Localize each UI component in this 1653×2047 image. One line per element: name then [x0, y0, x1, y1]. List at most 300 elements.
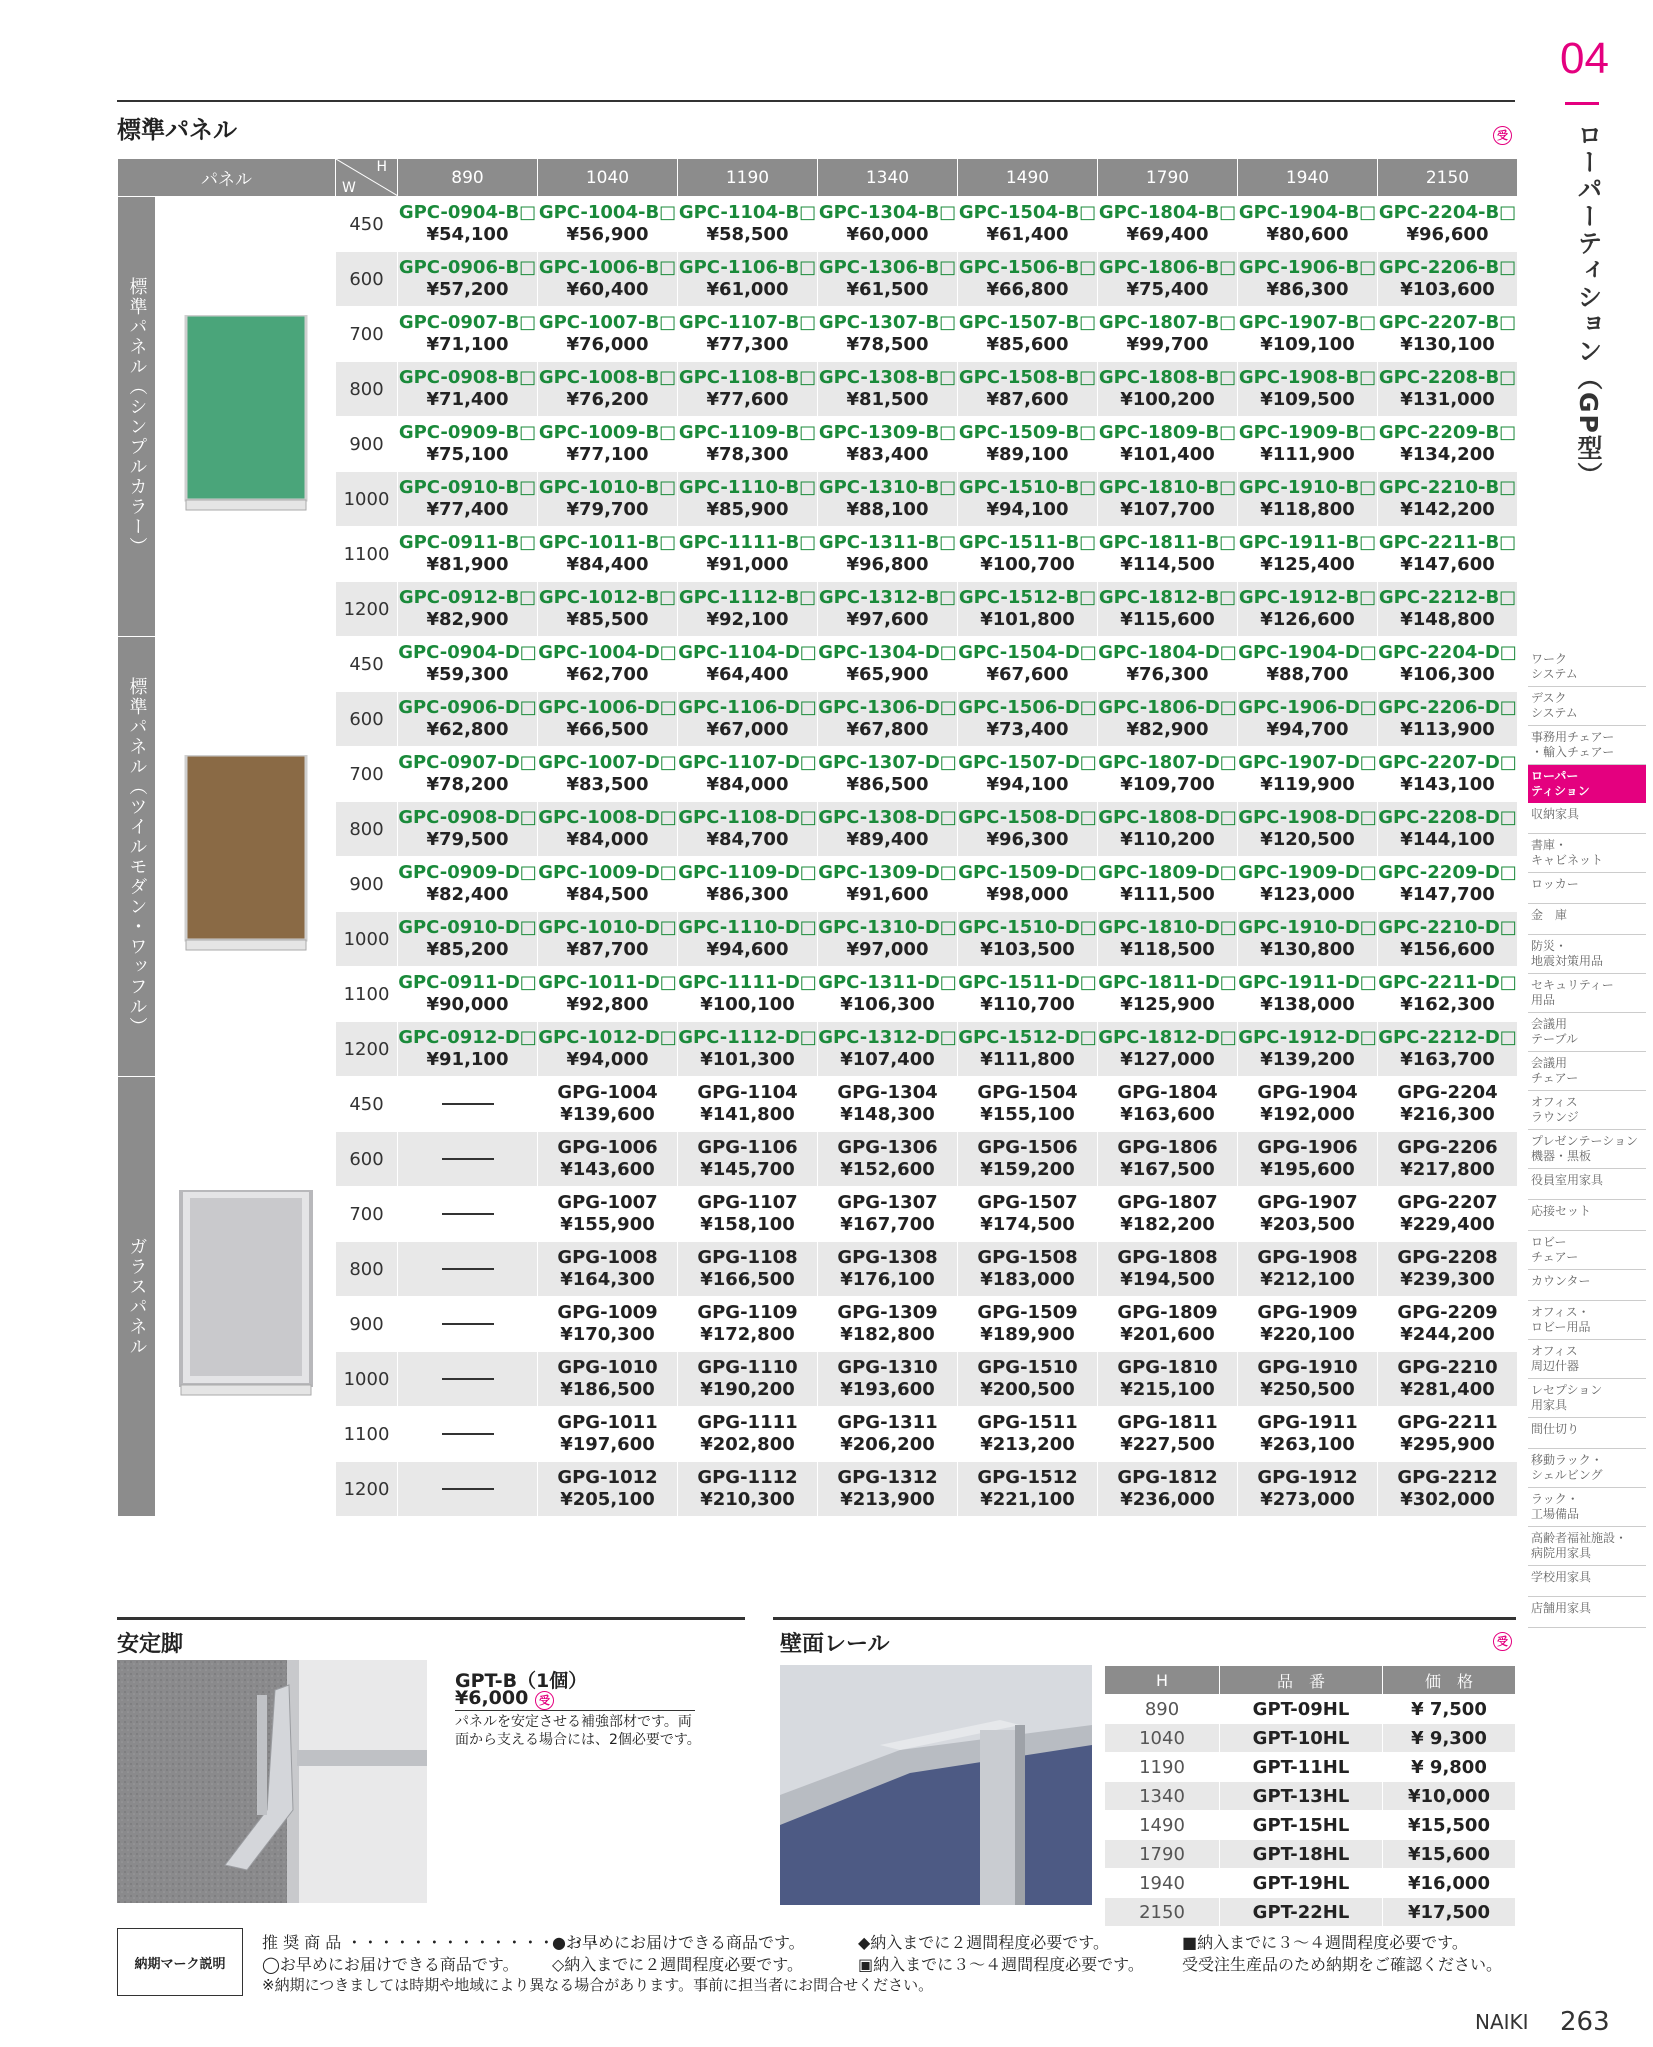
product-price: ¥82,400	[426, 884, 509, 905]
price-cell	[538, 1407, 678, 1462]
product-code: GPC-2212-D□	[1378, 1027, 1517, 1048]
price-cell	[1238, 472, 1378, 527]
price-cell	[1098, 1077, 1238, 1132]
product-code: GPC-2209-B□	[1378, 422, 1517, 443]
product-code: GPC-1506-B□	[958, 257, 1097, 278]
not-available-dash	[442, 1268, 494, 1270]
category-sidenav	[1528, 648, 1646, 1628]
price-cell	[1378, 252, 1518, 307]
product-code: GPC-1111-B□	[678, 532, 817, 553]
product-price: ¥60,400	[566, 279, 649, 300]
product-price: ¥88,700	[1266, 664, 1349, 685]
product-code: GPC-0907-B□	[398, 312, 537, 333]
price-cell	[1098, 1187, 1238, 1242]
price-cell	[1238, 1187, 1378, 1242]
product-price: ¥94,000	[566, 1049, 649, 1070]
sidenav-item[interactable]: 会議用 テーブル	[1528, 1013, 1646, 1052]
product-code: GPC-0904-B□	[398, 202, 537, 223]
price-cell	[678, 747, 818, 802]
price-cell	[398, 857, 538, 912]
sidenav-item[interactable]: デスク システム	[1528, 687, 1646, 726]
product-code: GPG-1809	[1117, 1302, 1218, 1323]
product-code: GPC-1904-D□	[1238, 642, 1377, 663]
product-price: ¥107,400	[840, 1049, 935, 1070]
product-code: GPG-2204	[1397, 1082, 1498, 1103]
product-price: ¥152,600	[840, 1159, 935, 1180]
price-cell	[398, 1352, 538, 1407]
product-price: ¥126,600	[1260, 609, 1355, 630]
rail-height: 1490	[1105, 1811, 1220, 1840]
product-price: ¥195,600	[1260, 1159, 1355, 1180]
product-price: ¥110,700	[980, 994, 1075, 1015]
product-price: ¥201,600	[1120, 1324, 1215, 1345]
product-code: GPC-1010-B□	[538, 477, 677, 498]
product-price: ¥67,600	[986, 664, 1069, 685]
product-code: GPC-1010-D□	[538, 917, 677, 938]
page-number: 263	[1560, 2007, 1610, 2037]
rail-row	[1105, 1811, 1516, 1840]
product-code: GPG-1506	[977, 1137, 1078, 1158]
product-code: GPC-2210-D□	[1378, 917, 1517, 938]
price-cell	[538, 1462, 678, 1517]
legend-item: ▣納入までに３～４週間程度必要です。	[858, 1955, 1144, 1974]
made-to-order-mark: 受	[535, 1691, 554, 1710]
product-code: GPC-1807-D□	[1098, 752, 1237, 773]
height-header: 1040	[538, 159, 678, 197]
product-price: ¥190,200	[700, 1379, 795, 1400]
product-price: ¥89,100	[986, 444, 1069, 465]
product-code: GPG-1807	[1117, 1192, 1218, 1213]
legend-item: ◯お早めにお届けできる商品です。	[262, 1955, 519, 1974]
sidenav-item[interactable]: 会議用 チェアー	[1528, 1052, 1646, 1091]
product-price: ¥79,700	[566, 499, 649, 520]
product-code: GPG-1812	[1117, 1467, 1218, 1488]
product-price: ¥61,500	[846, 279, 929, 300]
rail-height: 1790	[1105, 1840, 1220, 1869]
price-cell	[1378, 582, 1518, 637]
product-price: ¥62,700	[566, 664, 649, 685]
price-cell	[818, 1187, 958, 1242]
height-header: 1340	[818, 159, 958, 197]
price-cell	[958, 967, 1098, 1022]
product-code: GPG-1911	[1257, 1412, 1358, 1433]
stabilizer-code: GPT-B（1個）	[455, 1670, 588, 1692]
product-code: GPG-1009	[557, 1302, 658, 1323]
price-cell	[1098, 1297, 1238, 1352]
product-price: ¥197,600	[560, 1434, 655, 1455]
price-cell	[958, 197, 1098, 252]
price-cell	[1238, 747, 1378, 802]
sidenav-item[interactable]: ラック・ 工場備品	[1528, 1488, 1646, 1527]
product-price: ¥88,100	[846, 499, 929, 520]
price-cell	[678, 1407, 818, 1462]
price-cell	[1378, 857, 1518, 912]
product-code: GPC-1106-B□	[678, 257, 817, 278]
product-price: ¥80,600	[1266, 224, 1349, 245]
product-price: ¥81,900	[426, 554, 509, 575]
product-price: ¥221,100	[980, 1489, 1075, 1510]
product-price: ¥142,200	[1400, 499, 1495, 520]
height-header: 1190	[678, 159, 818, 197]
price-cell	[398, 417, 538, 472]
product-code: GPC-0907-D□	[398, 752, 537, 773]
rail-col-price: 価 格	[1383, 1666, 1516, 1695]
product-price: ¥96,300	[986, 829, 1069, 850]
rail-code: GPT-10HL	[1220, 1724, 1383, 1753]
price-cell	[958, 472, 1098, 527]
sidenav-item[interactable]: 学校用家具	[1528, 1566, 1646, 1597]
sidenav-item[interactable]: ロッカー	[1528, 873, 1646, 904]
product-code: GPG-2206	[1397, 1137, 1498, 1158]
price-cell	[1378, 472, 1518, 527]
sidenav-item[interactable]: 店舗用家具	[1528, 1597, 1646, 1628]
sidenav-item[interactable]: プレゼンテーション 機器・黒板	[1528, 1130, 1646, 1169]
header-row	[118, 159, 1518, 197]
sidenav-item[interactable]: 書庫・ キャビネット	[1528, 834, 1646, 873]
price-cell	[538, 747, 678, 802]
sidenav-item[interactable]: 間仕切り	[1528, 1418, 1646, 1449]
product-code: GPC-2208-B□	[1378, 367, 1517, 388]
price-cell	[958, 1132, 1098, 1187]
product-price: ¥144,100	[1400, 829, 1495, 850]
product-code: GPC-1109-D□	[678, 862, 817, 883]
price-cell	[1238, 1407, 1378, 1462]
product-price: ¥100,700	[980, 554, 1075, 575]
price-cell	[1238, 802, 1378, 857]
product-price: ¥78,200	[426, 774, 509, 795]
width-label: 900	[336, 857, 398, 912]
price-cell	[1378, 967, 1518, 1022]
width-label: 450	[336, 197, 398, 252]
product-price: ¥182,200	[1120, 1214, 1215, 1235]
product-price: ¥109,500	[1260, 389, 1355, 410]
product-code: GPC-2204-B□	[1378, 202, 1517, 223]
rail-photo	[780, 1665, 1092, 1905]
product-price: ¥213,900	[840, 1489, 935, 1510]
price-cell	[1098, 1022, 1238, 1077]
hw-header	[336, 159, 398, 197]
product-price: ¥202,800	[700, 1434, 795, 1455]
product-price: ¥91,600	[846, 884, 929, 905]
product-price: ¥109,700	[1120, 774, 1215, 795]
price-cell	[1378, 1022, 1518, 1077]
product-code: GPC-1309-B□	[818, 422, 957, 443]
product-price: ¥141,800	[700, 1104, 795, 1125]
sidenav-item[interactable]: カウンター	[1528, 1270, 1646, 1301]
sidenav-item[interactable]: オフィス 周辺什器	[1528, 1340, 1646, 1379]
product-code: GPG-1810	[1117, 1357, 1218, 1378]
product-price: ¥167,700	[840, 1214, 935, 1235]
price-cell	[1238, 197, 1378, 252]
price-cell	[1098, 967, 1238, 1022]
width-label: 1000	[336, 912, 398, 967]
price-cell	[818, 582, 958, 637]
product-price: ¥94,600	[706, 939, 789, 960]
product-price: ¥213,200	[980, 1434, 1075, 1455]
sidenav-item[interactable]: 役員室用家具	[1528, 1169, 1646, 1200]
height-header: 1490	[958, 159, 1098, 197]
price-cell	[958, 857, 1098, 912]
price-cell	[538, 802, 678, 857]
product-price: ¥94,100	[986, 499, 1069, 520]
product-price: ¥281,400	[1400, 1379, 1495, 1400]
product-code: GPC-0909-D□	[398, 862, 537, 883]
rail-code: GPT-11HL	[1220, 1753, 1383, 1782]
price-cell	[398, 802, 538, 857]
sidenav-item[interactable]: 移動ラック・ シェルビング	[1528, 1449, 1646, 1488]
product-code: GPC-0906-D□	[398, 697, 537, 718]
product-code: GPC-1510-D□	[958, 917, 1097, 938]
price-cell	[1238, 1022, 1378, 1077]
price-cell	[538, 307, 678, 362]
price-cell	[1238, 527, 1378, 582]
price-cell	[1378, 747, 1518, 802]
product-price: ¥148,300	[840, 1104, 935, 1125]
product-code: GPC-1504-B□	[958, 202, 1097, 223]
product-price: ¥118,800	[1260, 499, 1355, 520]
rail-height: 1040	[1105, 1724, 1220, 1753]
product-price: ¥83,500	[566, 774, 649, 795]
price-cell	[958, 307, 1098, 362]
price-cell	[1098, 527, 1238, 582]
product-code: GPC-2208-D□	[1378, 807, 1517, 828]
product-code: GPG-2211	[1397, 1412, 1498, 1433]
price-cell	[818, 637, 958, 692]
price-cell	[1098, 1407, 1238, 1462]
price-cell	[1378, 197, 1518, 252]
price-cell	[958, 1407, 1098, 1462]
product-price: ¥130,800	[1260, 939, 1355, 960]
rail-row	[1105, 1869, 1516, 1898]
product-code: GPC-1306-B□	[818, 257, 957, 278]
product-price: ¥111,900	[1260, 444, 1355, 465]
product-price: ¥67,000	[706, 719, 789, 740]
price-cell	[1098, 1352, 1238, 1407]
price-cell	[958, 912, 1098, 967]
product-price: ¥57,200	[426, 279, 509, 300]
product-code: GPG-2208	[1397, 1247, 1498, 1268]
product-price: ¥273,000	[1260, 1489, 1355, 1510]
product-code: GPC-1108-B□	[678, 367, 817, 388]
price-cell	[398, 582, 538, 637]
product-price: ¥66,800	[986, 279, 1069, 300]
product-price: ¥216,300	[1400, 1104, 1495, 1125]
product-price: ¥113,900	[1400, 719, 1495, 740]
price-cell	[1238, 1242, 1378, 1297]
product-price: ¥119,900	[1260, 774, 1355, 795]
product-code: GPC-1008-D□	[538, 807, 677, 828]
price-cell	[1378, 912, 1518, 967]
product-code: GPG-2209	[1397, 1302, 1498, 1323]
product-price: ¥194,500	[1120, 1269, 1215, 1290]
product-code: GPC-0911-D□	[398, 972, 537, 993]
price-cell	[678, 417, 818, 472]
price-cell	[958, 1022, 1098, 1077]
price-cell	[1098, 252, 1238, 307]
product-price: ¥162,300	[1400, 994, 1495, 1015]
product-code: GPG-1509	[977, 1302, 1078, 1323]
sidenav-item[interactable]: セキュリティー 用品	[1528, 974, 1646, 1013]
sidenav-item[interactable]: 事務用チェアー ・輸入チェアー	[1528, 726, 1646, 765]
price-cell	[398, 1297, 538, 1352]
product-code: GPC-1806-D□	[1098, 697, 1237, 718]
product-price: ¥90,000	[426, 994, 509, 1015]
product-code: GPC-1907-D□	[1238, 752, 1377, 773]
rail-row	[1105, 1724, 1516, 1753]
sidenav-item[interactable]: レセプション 用家具	[1528, 1379, 1646, 1418]
sidenav-item[interactable]: オフィス ラウンジ	[1528, 1091, 1646, 1130]
product-price: ¥250,500	[1260, 1379, 1355, 1400]
product-code: GPC-1011-B□	[538, 532, 677, 553]
not-available-dash	[442, 1158, 494, 1160]
sidenav-item[interactable]: オフィス・ ロビー用品	[1528, 1301, 1646, 1340]
price-cell	[958, 417, 1098, 472]
product-code: GPC-1110-B□	[678, 477, 817, 498]
sidenav-item[interactable]: 金 庫	[1528, 904, 1646, 935]
rail-code: GPT-09HL	[1220, 1695, 1383, 1724]
price-cell	[1098, 582, 1238, 637]
product-code: GPC-1908-D□	[1238, 807, 1377, 828]
price-cell	[818, 1077, 958, 1132]
product-price: ¥77,300	[706, 334, 789, 355]
rail-code: GPT-13HL	[1220, 1782, 1383, 1811]
width-label: 1200	[336, 1022, 398, 1077]
product-price: ¥61,000	[706, 279, 789, 300]
product-code: GPC-1808-B□	[1098, 367, 1237, 388]
price-cell	[1378, 1187, 1518, 1242]
sidenav-item[interactable]: 防災・ 地震対策用品	[1528, 935, 1646, 974]
chapter-number: 04	[1560, 34, 1609, 83]
rail-row	[1105, 1840, 1516, 1869]
product-price: ¥156,600	[1400, 939, 1495, 960]
price-table	[117, 158, 1518, 1517]
price-cell	[398, 1132, 538, 1187]
price-cell	[1238, 1462, 1378, 1517]
product-price: ¥77,600	[706, 389, 789, 410]
product-price: ¥186,500	[560, 1379, 655, 1400]
price-cell	[678, 1022, 818, 1077]
price-cell	[538, 692, 678, 747]
product-code: GPG-1310	[837, 1357, 938, 1378]
brand-name: NAIKI	[1475, 2010, 1529, 2034]
sidenav-item[interactable]: ワーク システム	[1528, 648, 1646, 687]
price-cell	[398, 637, 538, 692]
price-cell	[678, 1297, 818, 1352]
product-code: GPC-0909-B□	[398, 422, 537, 443]
product-code: GPC-1911-B□	[1238, 532, 1377, 553]
product-price: ¥193,600	[840, 1379, 935, 1400]
product-code: GPC-0908-B□	[398, 367, 537, 388]
product-price: ¥203,500	[1260, 1214, 1355, 1235]
width-label: 1200	[336, 1462, 398, 1517]
product-price: ¥56,900	[566, 224, 649, 245]
price-cell	[1378, 362, 1518, 417]
product-code: GPC-1112-B□	[678, 587, 817, 608]
sidenav-item[interactable]: ローパー ティション	[1528, 765, 1646, 803]
category-label: 標準パネル（ツイルモダン・ワッフル）	[118, 637, 156, 1077]
sidenav-item[interactable]: ロビー チェアー	[1528, 1231, 1646, 1270]
product-price: ¥59,300	[426, 664, 509, 685]
product-code: GPG-1106	[697, 1137, 798, 1158]
rail-price: ¥16,000	[1383, 1869, 1516, 1898]
price-cell	[1378, 1462, 1518, 1517]
product-code: GPC-2211-D□	[1378, 972, 1517, 993]
price-cell	[1378, 1077, 1518, 1132]
rail-col-code: 品 番	[1220, 1666, 1383, 1695]
price-cell	[1238, 252, 1378, 307]
price-cell	[818, 1132, 958, 1187]
price-cell	[538, 1352, 678, 1407]
price-cell	[1098, 692, 1238, 747]
rail-rule	[773, 1617, 1516, 1620]
product-price: ¥81,500	[846, 389, 929, 410]
width-label: 1000	[336, 1352, 398, 1407]
height-header: 1790	[1098, 159, 1238, 197]
price-cell	[1238, 967, 1378, 1022]
product-code: GPC-1107-B□	[678, 312, 817, 333]
product-code: GPC-1106-D□	[678, 697, 817, 718]
product-price: ¥82,900	[1126, 719, 1209, 740]
product-price: ¥110,200	[1120, 829, 1215, 850]
product-code: GPC-2206-D□	[1378, 697, 1517, 718]
price-cell	[678, 362, 818, 417]
price-cell	[958, 692, 1098, 747]
product-code: GPC-1111-D□	[678, 972, 817, 993]
price-cell	[1238, 637, 1378, 692]
price-cell	[958, 362, 1098, 417]
sidenav-item[interactable]: 高齢者福祉施設・ 病院用家具	[1528, 1527, 1646, 1566]
product-price: ¥163,600	[1120, 1104, 1215, 1125]
rail-height: 1190	[1105, 1753, 1220, 1782]
panel-image-green	[156, 197, 336, 637]
price-cell	[678, 197, 818, 252]
product-price: ¥183,000	[980, 1269, 1075, 1290]
chapter-title: ローパーティション（GP型）	[1574, 122, 1603, 489]
product-price: ¥166,500	[700, 1269, 795, 1290]
product-code: GPC-2207-D□	[1378, 752, 1517, 773]
price-cell	[818, 362, 958, 417]
rail-row	[1105, 1753, 1516, 1782]
product-code: GPG-2207	[1397, 1192, 1498, 1213]
product-code: GPC-1810-B□	[1098, 477, 1237, 498]
price-cell	[1098, 307, 1238, 362]
product-code: GPC-0911-B□	[398, 532, 537, 553]
sidenav-item[interactable]: 収納家具	[1528, 803, 1646, 834]
stabilizer-title: 安定脚	[117, 1632, 184, 1657]
product-price: ¥170,300	[560, 1324, 655, 1345]
product-price: ¥94,100	[986, 774, 1069, 795]
product-price: ¥111,500	[1120, 884, 1215, 905]
rail-header-row	[1105, 1666, 1516, 1695]
product-price: ¥87,600	[986, 389, 1069, 410]
product-price: ¥111,800	[980, 1049, 1075, 1070]
product-price: ¥103,500	[980, 939, 1075, 960]
product-code: GPG-1107	[697, 1192, 798, 1213]
product-code: GPG-1006	[557, 1137, 658, 1158]
product-code: GPG-1304	[837, 1082, 938, 1103]
product-price: ¥239,300	[1400, 1269, 1495, 1290]
product-price: ¥66,500	[566, 719, 649, 740]
product-code: GPC-1811-D□	[1098, 972, 1237, 993]
stabilizer-rule	[117, 1617, 745, 1620]
product-price: ¥98,000	[986, 884, 1069, 905]
price-cell	[678, 1077, 818, 1132]
product-code: GPC-1012-B□	[538, 587, 677, 608]
price-cell	[818, 912, 958, 967]
rail-price: ¥17,500	[1383, 1898, 1516, 1927]
price-cell	[958, 1352, 1098, 1407]
sidenav-item[interactable]: 応接セット	[1528, 1200, 1646, 1231]
